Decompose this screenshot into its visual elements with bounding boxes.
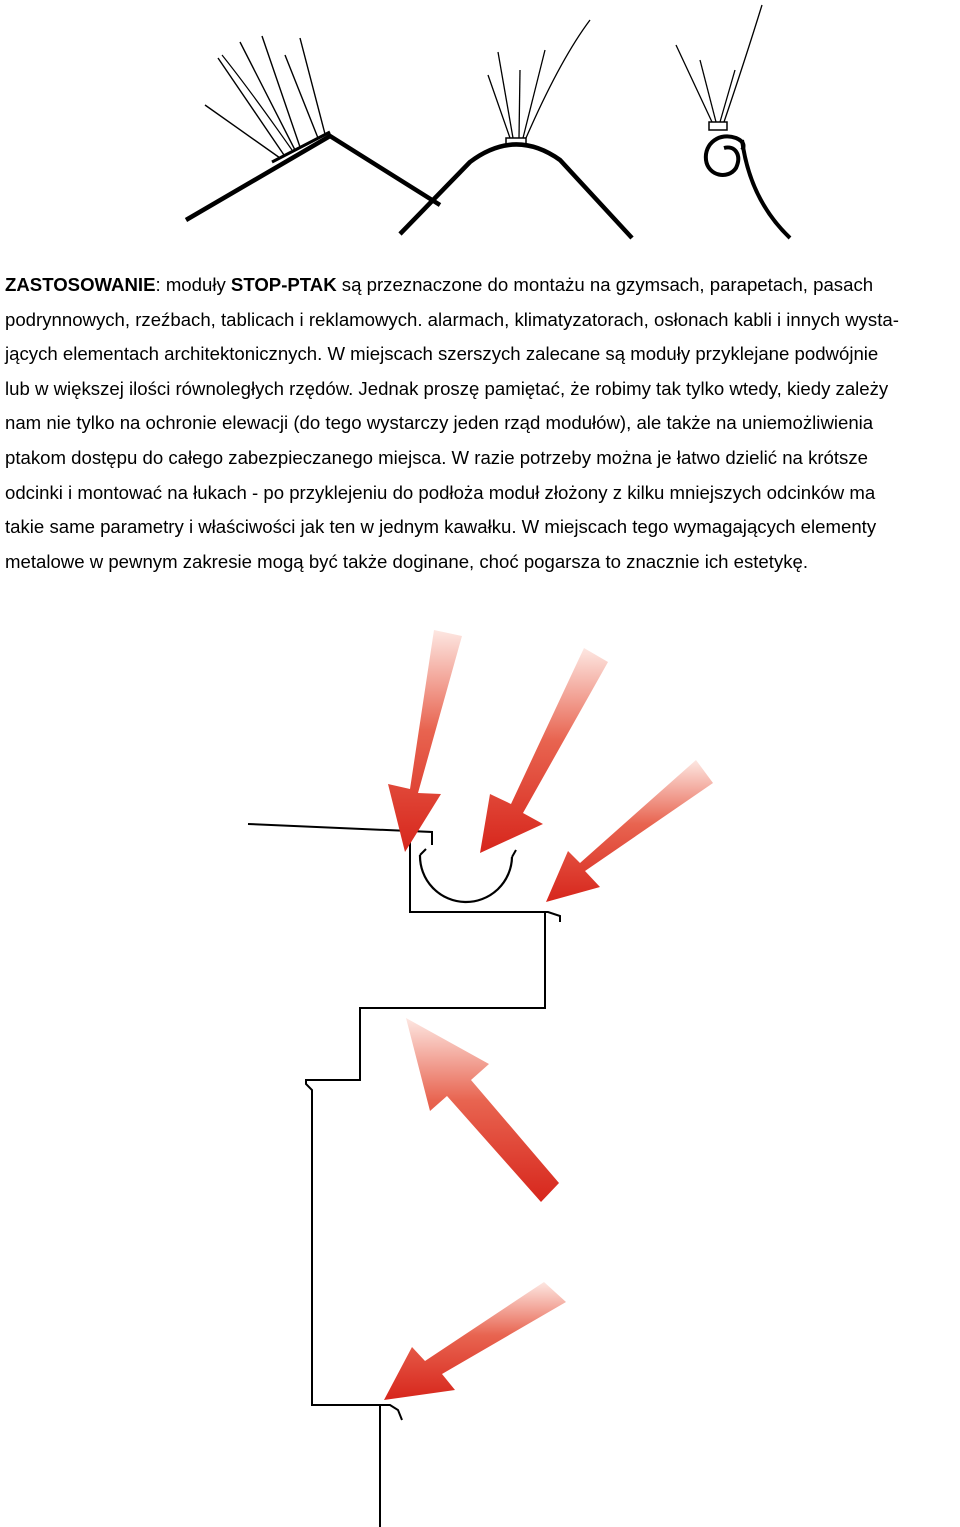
bird-arrow-3 bbox=[546, 760, 713, 902]
bird-arrow-1 bbox=[388, 630, 462, 852]
building-outline bbox=[248, 824, 560, 1527]
facade-profile-diagram bbox=[0, 600, 960, 1527]
bird-arrow-2 bbox=[480, 648, 608, 853]
paragraph-line-4: lub w większej ilości równoległych rzędów. Jednak proszę pamiętać, że robimy tak tylko wtedy, kiedy zależy bbox=[5, 377, 889, 399]
paragraph-line-3: jących elementach architektonicznych. W miejscach szerszych zalecane są moduły przyklejane podwójnie bbox=[5, 343, 879, 365]
paragraph-line-7: odcinki i montować na łukach - po przyklejeniu do podłoża moduł złożony z kilku mniejszych odcinków ma bbox=[5, 481, 876, 503]
example-rounded-ridge bbox=[400, 20, 632, 238]
paragraph-line-8: takie same parametry i właściwości jak ten w jednym kawałku. W miejscach tego wymagających elementy bbox=[5, 516, 877, 538]
product-name: STOP-PTAK bbox=[230, 274, 337, 295]
bird-arrow-4 bbox=[406, 1018, 559, 1202]
intro-text: : moduły bbox=[155, 274, 231, 295]
paragraph-line-5: nam nie tylko na ochronie elewacji (do tego wystarczy jeden rząd modułów), ale także na uniemożliwienia bbox=[5, 412, 874, 434]
line1-rest: są przeznaczone do montażu na gzymsach, parapetach, pasach bbox=[336, 274, 874, 295]
application-description bbox=[5, 268, 955, 579]
mounting-examples-illustration bbox=[0, 0, 960, 250]
heading-label: ZASTOSOWANIE bbox=[5, 274, 156, 295]
paragraph-line-9: metalowe w pewnym zakresie mogą być także doginane, choć pogarsza to znacznie ich estetykę. bbox=[5, 550, 809, 572]
paragraph-line-1 bbox=[5, 268, 955, 303]
example-angled-ledge bbox=[186, 36, 440, 220]
paragraph-line-2: podrynnowych, rzeźbach, tablicach i reklamowych. alarmach, klimatyzatorach, osłonach kabli i innych wysta- bbox=[5, 308, 899, 330]
bird-arrow-5 bbox=[384, 1282, 566, 1400]
paragraph-line-6: ptakom dostępu do całego zabezpieczanego miejsca. W razie potrzeby można je łatwo dzielić na krótsze bbox=[5, 446, 868, 468]
example-spiral-profile bbox=[676, 5, 790, 238]
